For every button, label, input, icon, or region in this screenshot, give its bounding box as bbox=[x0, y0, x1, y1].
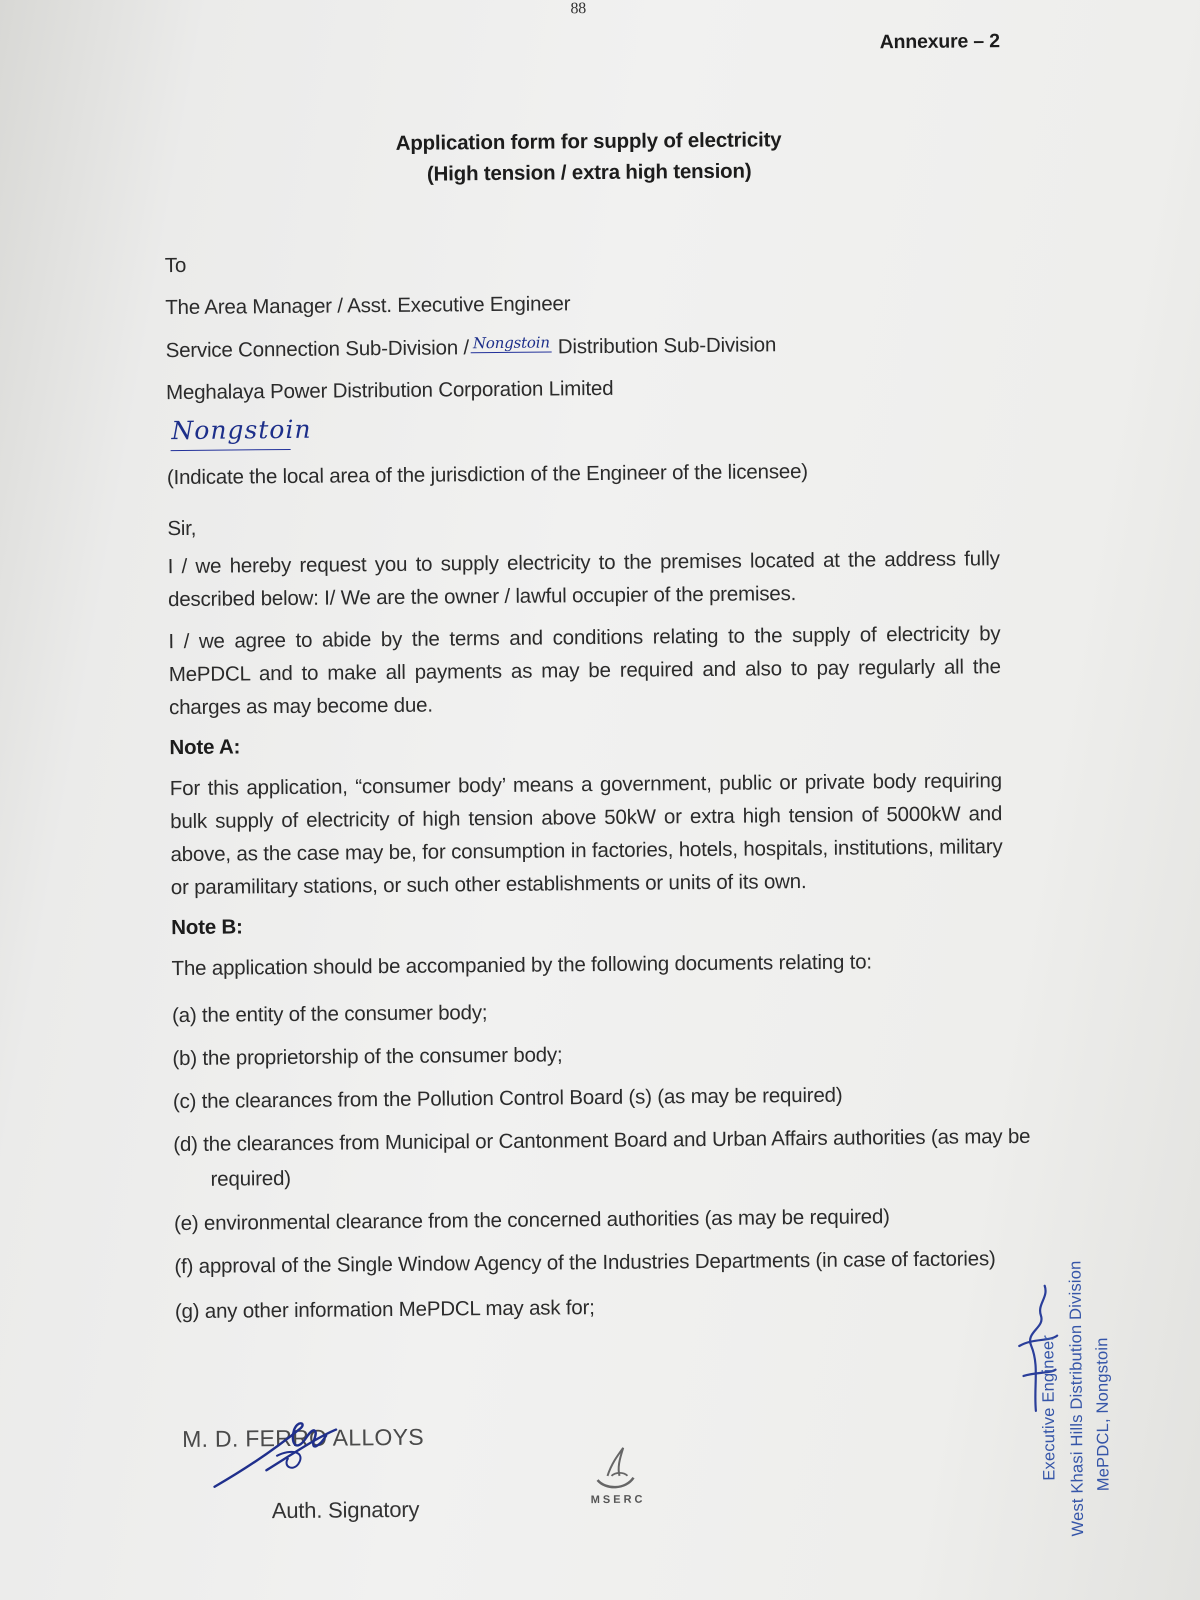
address-line-3: Meghalaya Power Distribution Corporation Limited bbox=[165, 376, 614, 405]
list-item: (f) approval of the Single Window Agency of the Industries Departments (in case of factories) bbox=[174, 1247, 996, 1279]
stamp-line-3: MePDCL, Nongstoin bbox=[1093, 1337, 1113, 1492]
request-paragraph: I / we hereby request you to supply electricity to the premises located at the address fully described below: I/ We are the owner / lawful occupier of the premises. bbox=[167, 547, 1000, 612]
address-line-2-prefix: Service Connection Sub-Division / bbox=[165, 336, 470, 363]
address-line-1: The Area Manager / Asst. Executive Engineer bbox=[165, 292, 571, 320]
form-subtitle: (High tension / extra high tension) bbox=[426, 159, 752, 186]
note-a-heading: Note A: bbox=[169, 735, 241, 760]
auth-signatory: Auth. Signatory bbox=[271, 1496, 420, 1524]
list-item: (b) the proprietorship of the consumer body; bbox=[172, 1043, 563, 1071]
jurisdiction-note: (Indicate the local area of the jurisdiction of the Engineer of the licensee) bbox=[166, 459, 808, 490]
note-b-heading: Note B: bbox=[171, 915, 243, 940]
list-item: required) bbox=[210, 1166, 291, 1191]
handwritten-place: Nongstoin bbox=[171, 414, 312, 446]
note-a-text: For this application, “consumer body’ means a government, public or private body requiring bulk supply of electricity of high tension above 50kW or extra high tension of 5000kW and above, as the case may be, for consumption in factories, hotels, hospitals, institutions, military or paramilitary stations, or such other establishments or units of its own. bbox=[169, 769, 1003, 900]
handwritten-underline bbox=[171, 449, 291, 451]
address-line-2-suffix: Distribution Sub-Division bbox=[557, 333, 777, 359]
salutation: Sir, bbox=[167, 516, 197, 541]
mserc-logo-text: MSERC bbox=[590, 1493, 646, 1507]
to-label: To bbox=[164, 253, 187, 278]
list-item: (c) the clearances from the Pollution Control Board (s) (as may be required) bbox=[172, 1083, 843, 1114]
mserc-logo-icon bbox=[589, 1446, 639, 1492]
page-number: 88 bbox=[570, 0, 587, 18]
annexure-label: Annexure – 2 bbox=[879, 30, 1000, 54]
stamp-line-1: Executive Engineer bbox=[1039, 1334, 1059, 1481]
form-title: Application form for supply of electricity bbox=[395, 128, 782, 155]
list-item: (g) any other information MePDCL may ask for; bbox=[174, 1296, 595, 1324]
signature-scribble bbox=[206, 1407, 367, 1499]
list-item: (e) environmental clearance from the concerned authorities (as may be required) bbox=[173, 1205, 890, 1236]
company-stamp: M. D. FERRO ALLOYS bbox=[181, 1423, 425, 1453]
note-b-intro: The application should be accompanied by the following documents relating to: bbox=[171, 950, 872, 981]
address-line-2 bbox=[166, 333, 777, 363]
list-item: (d) the clearances from Municipal or Cantonment Board and Urban Affairs authorities (as may be bbox=[173, 1124, 1031, 1157]
agreement-paragraph: I / we agree to abide by the terms and conditions relating to the supply of electricity by MePDCL and to make all payments as may be required and also to pay regularly all the charges as may become due. bbox=[168, 622, 1001, 720]
list-item: (a) the entity of the consumer body; bbox=[171, 1001, 488, 1028]
handwritten-subdivision: Nongstoin bbox=[471, 333, 552, 353]
stamp-line-2: West Khasi Hills Distribution Division bbox=[1066, 1260, 1088, 1537]
